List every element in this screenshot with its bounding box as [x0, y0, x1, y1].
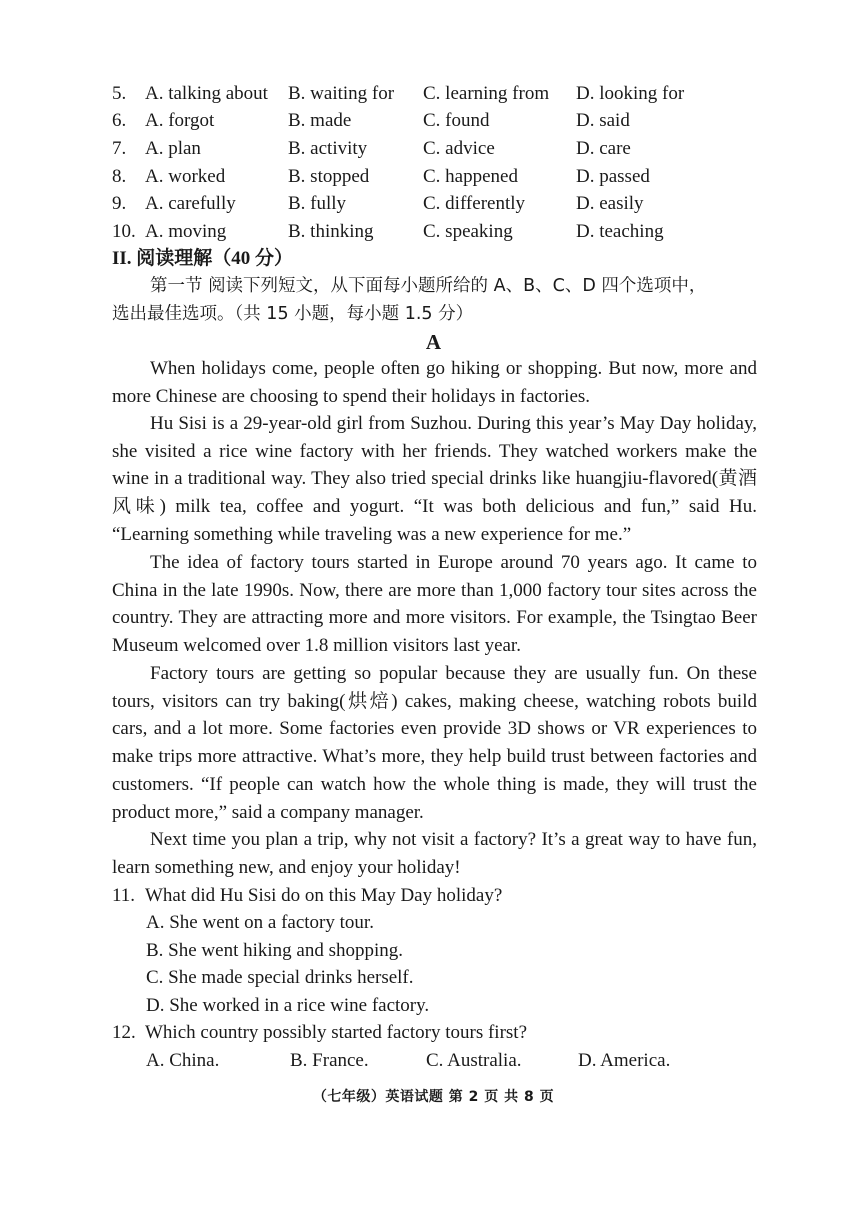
option-c: C. speaking	[423, 221, 513, 242]
q11-choice-d: D. She worked in a rice wine factory.	[146, 995, 430, 1016]
option-d: D. care	[576, 138, 631, 159]
option-a: A. forgot	[145, 110, 215, 131]
question-11	[112, 882, 757, 910]
passage-paragraph-2: Hu Sisi is a 29-year-old girl from Suzhou. During this year’s May Day holiday, she visited a rice wine factory with her friends. They watched workers make the wine in a traditional way. They also tried special drinks like huangjiu-flavored(黄酒风味) milk tea, coffee and yogurt. “It was both delicious and fun,” said Hu. “Learning something while traveling was a new experience for me.”	[112, 413, 757, 545]
option-d: D. looking for	[576, 83, 685, 104]
option-c: C. found	[423, 110, 490, 131]
question-number: 11.	[112, 885, 136, 906]
option-b: B. stopped	[288, 166, 370, 187]
question-12	[112, 1019, 757, 1047]
option-b: B. fully	[288, 193, 347, 214]
q11-choice-a: A. She went on a factory tour.	[146, 912, 374, 933]
question-number: 6.	[112, 110, 127, 131]
option-a: A. plan	[145, 138, 201, 159]
instruction-line-1: 第一节 阅读下列短文，从下面每小题所给的 A、B、C、D 四个选项中，	[150, 276, 707, 296]
option-b: B. thinking	[288, 221, 374, 242]
option-d: D. teaching	[576, 221, 664, 242]
question-text: What did Hu Sisi do on this May Day holiday?	[145, 885, 503, 906]
option-c: C. happened	[423, 166, 518, 187]
question-number: 10.	[112, 221, 136, 242]
passage-title: A	[425, 330, 442, 354]
option-d: D. easily	[576, 193, 644, 214]
option-d: D. passed	[576, 166, 650, 187]
option-a: A. carefully	[145, 193, 236, 214]
instruction-line-2: 选出最佳选项。（共 15 小题，每小题 1.5 分）	[112, 304, 474, 324]
question-number: 9.	[112, 193, 127, 214]
q12-choices	[146, 1047, 746, 1075]
question-number: 8.	[112, 166, 127, 187]
q12-choice-b: B. France.	[290, 1050, 369, 1071]
section-instruction	[112, 272, 757, 328]
option-a: A. moving	[145, 221, 227, 242]
passage-paragraph-5: Next time you plan a trip, why not visit a factory? It’s a great way to have fun, learn something new, and enjoy your holiday!	[112, 829, 757, 878]
passage-paragraph-4: Factory tours are getting so popular because they are usually fun. On these tours, visitors can try baking(烘焙) cakes, making cheese, watching robots build cars, and a lot more. Some factories even provide 3D shows or VR experiences to make trips more attractive. What’s more, they help build trust between factories and customers. “If people can watch how the whole thing is made, they will trust the product more,” said a company manager.	[112, 663, 757, 823]
passage-paragraph-1: When holidays come, people often go hiking or shopping. But now, more and more Chinese are choosing to spend their holidays in factories.	[112, 358, 757, 407]
option-a: A. worked	[145, 166, 226, 187]
question-number: 7.	[112, 138, 127, 159]
passage-paragraph-3: The idea of factory tours started in Europe around 70 years ago. It came to China in the late 1990s. Now, there are more than 1,000 factory tour sites across the country. They are attracting more and more visitors. For example, the Tsingtao Beer Museum welcomed over 1.8 million visitors last year.	[112, 552, 757, 657]
question-number: 5.	[112, 83, 127, 104]
q12-choice-d: D. America.	[578, 1050, 671, 1071]
page-footer: （七年级）英语试题 第 2 页 共 8 页	[312, 1089, 555, 1105]
q11-choice-b: B. She went hiking and shopping.	[146, 940, 404, 961]
option-d: D. said	[576, 110, 630, 131]
q11-choice-c: C. She made special drinks herself.	[146, 967, 414, 988]
question-number: 12.	[112, 1022, 136, 1043]
option-b: B. made	[288, 110, 352, 131]
option-b: B. waiting for	[288, 83, 395, 104]
option-c: C. differently	[423, 193, 526, 214]
option-c: C. advice	[423, 138, 495, 159]
option-a: A. talking about	[145, 83, 268, 104]
question-text: Which country possibly started factory tours first?	[145, 1022, 528, 1043]
section-heading: II. 阅读理解（40 分）	[112, 248, 294, 269]
option-b: B. activity	[288, 138, 368, 159]
q12-choice-a: A. China.	[146, 1050, 220, 1071]
option-c: C. learning from	[423, 83, 550, 104]
q12-choice-c: C. Australia.	[426, 1050, 522, 1071]
